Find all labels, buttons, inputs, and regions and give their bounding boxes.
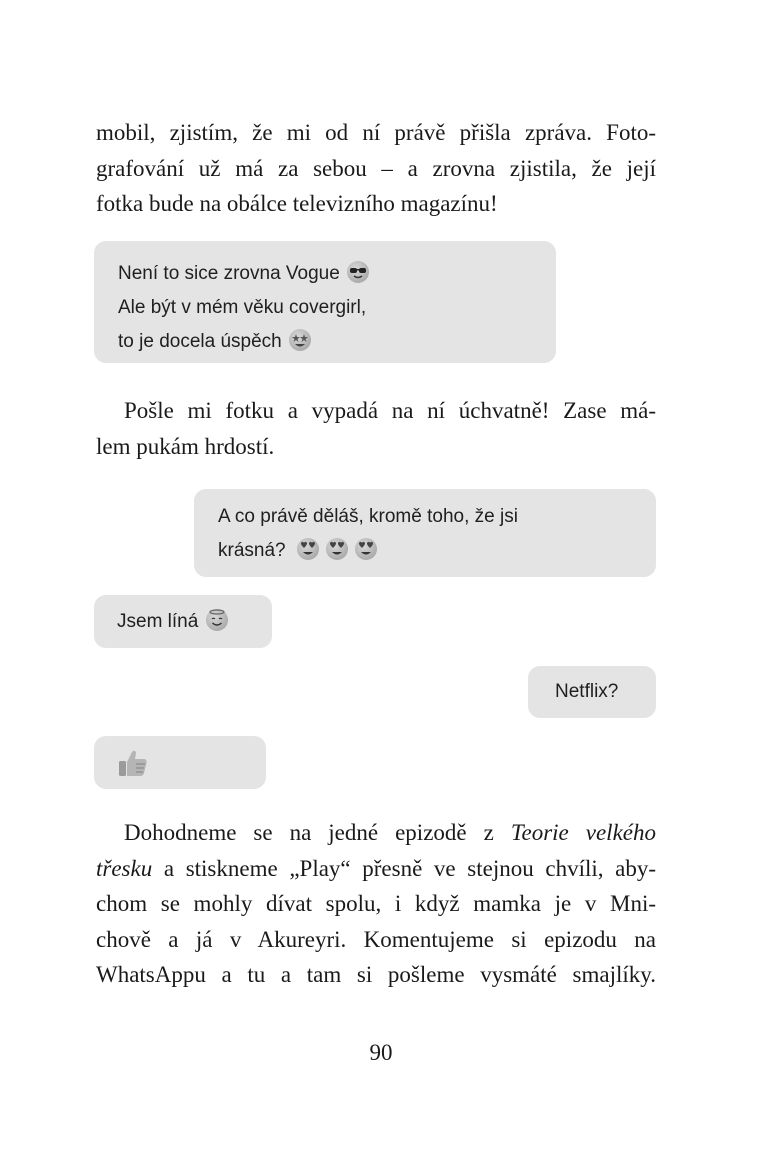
message-text: Jsem líná	[117, 611, 199, 632]
message-bubble-received	[94, 736, 266, 789]
book-title-italic: třesku	[96, 855, 153, 881]
heart-eyes-emoji-icon	[326, 538, 348, 560]
message-text: Netflix?	[555, 681, 619, 702]
page-number: 90	[369, 1040, 393, 1065]
text-line: Pošle mi fotku a vypadá na ní úchvatně! Zase má-	[124, 398, 656, 423]
text-line: lem pukám hrdostí.	[96, 433, 275, 459]
message-bubble-received	[94, 241, 556, 363]
paragraph-1	[96, 115, 656, 222]
star-struck-emoji-icon	[289, 329, 311, 351]
text-line: chově a já v Akureyri. Komentujeme si epizodu na	[96, 926, 656, 952]
text-line: WhatsAppu a tu a tam si pošleme vysmáté smajlíky.	[96, 962, 656, 987]
paragraph-3	[96, 815, 656, 993]
heart-eyes-emoji-icon	[297, 538, 319, 560]
thumbs-up-emoji-icon	[116, 746, 150, 780]
sunglasses-emoji-icon	[347, 261, 369, 283]
book-title-italic: Teorie velkého	[510, 820, 656, 845]
message-text: to je docela úspěch	[118, 331, 282, 352]
message-text: Není to sice zrovna Vogue	[118, 263, 340, 284]
message-text: krásná?	[218, 540, 286, 561]
message-bubble-sent	[528, 666, 656, 718]
text-run: Dohodneme se na jedné epizodě z	[124, 820, 511, 845]
text-line: fotka bude na obálce televizního magazínu!	[96, 191, 498, 216]
heart-eyes-emoji-icon	[355, 538, 377, 560]
paragraph-2	[96, 393, 656, 464]
message-bubble-sent	[194, 489, 656, 577]
text-line: chom se mohly dívat spolu, i když mamka je v Mni-	[96, 891, 656, 916]
message-bubble-received	[94, 595, 272, 648]
message-text: Ale být v mém věku covergirl,	[118, 297, 367, 318]
text-line: grafování už má za sebou – a zrovna zjistila, že její	[96, 155, 656, 181]
text-line: mobil, zjistím, že mi od ní právě přišla zpráva. Foto-	[96, 120, 656, 145]
halo-smile-emoji-icon	[206, 609, 228, 631]
text-run: a stiskneme „Play“ přesně ve stejnou chvíli, aby-	[152, 855, 656, 881]
message-text: A co právě děláš, kromě toho, že jsi	[218, 506, 518, 527]
